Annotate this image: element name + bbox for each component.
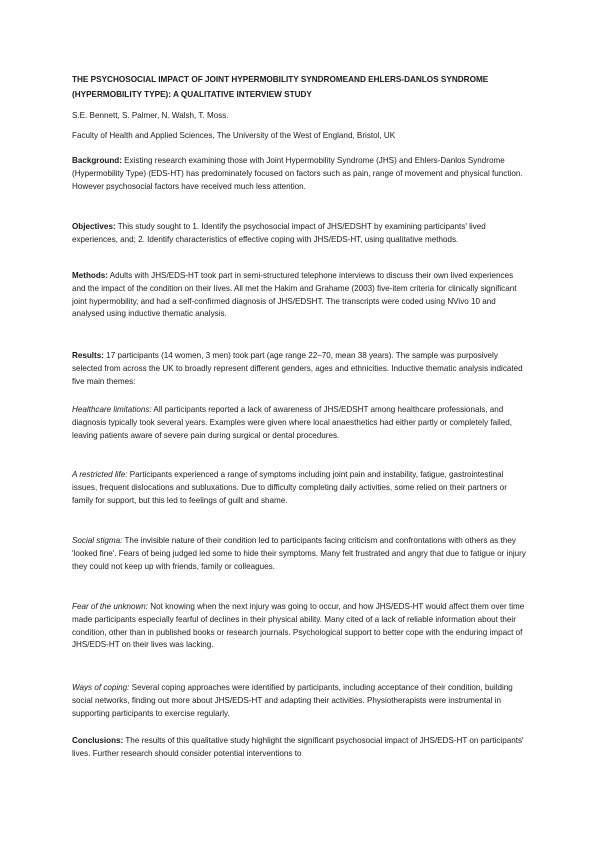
- background-text: Existing research examining those with Joint Hypermobility Syndrome (JHS) and Ehlers-Danlos Syndrome (Hypermobility Type) (EDS-HT) has predominately focused on factors such as pain, range of movement and physical function. However psychosocial factors have received much less attention.: [72, 156, 523, 191]
- author-list: S.E. Bennett, S. Palmer, N. Walsh, T. Moss.: [72, 111, 229, 120]
- objectives-text: This study sought to 1. Identify the psychosocial impact of JHS/EDSHT by examining participants' lived experiences, and; 2. Identify characteristics of effective coping with JHS/EDS-HT, using qualitative methods.: [72, 222, 486, 244]
- coping-text: Several coping approaches were identified by participants, including acceptance of their condition, building social networks, finding out more about JHS/EDS-HT and adapting their activities. Physiotherapists were instrumental in supporting participants to exercise regularly.: [72, 683, 513, 718]
- results-section: [72, 350, 527, 388]
- background-section: [72, 155, 527, 193]
- paper-title: THE PSYCHOSOCIAL IMPACT OF JOINT HYPERMOBILITY SYNDROMEAND EHLERS-DANLOS SYNDROME (HYPERMOBILITY TYPE): A QUALITATIVE INTERVIEW STUDY: [72, 75, 489, 99]
- stigma-heading: Social stigma:: [72, 536, 123, 545]
- conclusions-text: The results of this qualitative study highlight the significant psychosocial impact of JHS/EDS-HT on participants' lives. Further research should consider potential interventions to: [72, 736, 524, 758]
- unknown-heading: Fear of the unknown:: [72, 602, 149, 611]
- restricted-heading: A restricted life:: [72, 470, 128, 479]
- results-heading: Results:: [72, 351, 104, 360]
- theme-fear-unknown: [72, 601, 527, 652]
- conclusions-section: [72, 735, 527, 761]
- theme-restricted-life: [72, 469, 527, 507]
- objectives-heading: Objectives:: [72, 222, 116, 231]
- theme-healthcare: [72, 404, 527, 442]
- methods-section: [72, 270, 527, 321]
- theme-ways-coping: [72, 682, 527, 720]
- restricted-text: Participants experienced a range of symptoms including joint pain and instability, fatigue, gastrointestinal issues, frequent dislocations and subluxations. Due to difficulty completing daily activities, some relied on their partners or family for support, but this led to feelings of guilt and shame.: [72, 470, 507, 505]
- healthcare-heading: Healthcare limitations:: [72, 405, 152, 414]
- objectives-section: [72, 221, 527, 247]
- healthcare-text: All participants reported a lack of awareness of JHS/EDSHT among healthcare professionals, and diagnosis typically took several years. Examples were given where local anaesthetics had either partly or completely failed, leaving patients aware of severe pain during surgical or dental procedures.: [72, 405, 512, 440]
- stigma-text: The invisible nature of their condition led to participants facing criticism and confrontations with others as they 'looked fine'. Fears of being judged led some to hide their symptoms. Many felt frustrated and angry that due to fatigue or injury they could not keep up with friends, family or colleagues.: [72, 536, 526, 571]
- theme-social-stigma: [72, 535, 527, 573]
- methods-text: Adults with JHS/EDS-HT took part in semi-structured telephone interviews to discuss their own lived experiences and the impact of the condition on their lives. All met the Hakim and Grahame (2003) five-item criteria for clinically significant joint hypermobility, and had a self-confirmed diagnosis of JHS/EDSHT. The transcripts were coded using NVivo 10 and analysed using inductive thematic analysis.: [72, 271, 517, 319]
- unknown-text: Not knowing when the next injury was going to occur, and how JHS/EDS-HT would affect them over time made participants especially fearful of declines in their physical ability. Many cited of a lack of reliable information about their condition, other than in published books or research journals. Psychological support to better cope with the enduring impact of JHS/EDS-HT on their lives was lacking.: [72, 602, 525, 650]
- affiliation: Faculty of Health and Applied Sciences, The University of the West of England, Bristol, UK: [72, 131, 396, 140]
- results-text: 17 participants (14 women, 3 men) took part (age range 22–70, mean 38 years). The sample was purposively selected from across the UK to broadly represent different genders, ages and ethnicities. Inductive thematic analysis indicated five main themes:: [72, 351, 523, 386]
- methods-heading: Methods:: [72, 271, 108, 280]
- conclusions-heading: Conclusions:: [72, 736, 124, 745]
- coping-heading: Ways of coping:: [72, 683, 130, 692]
- background-heading: Background:: [72, 156, 122, 165]
